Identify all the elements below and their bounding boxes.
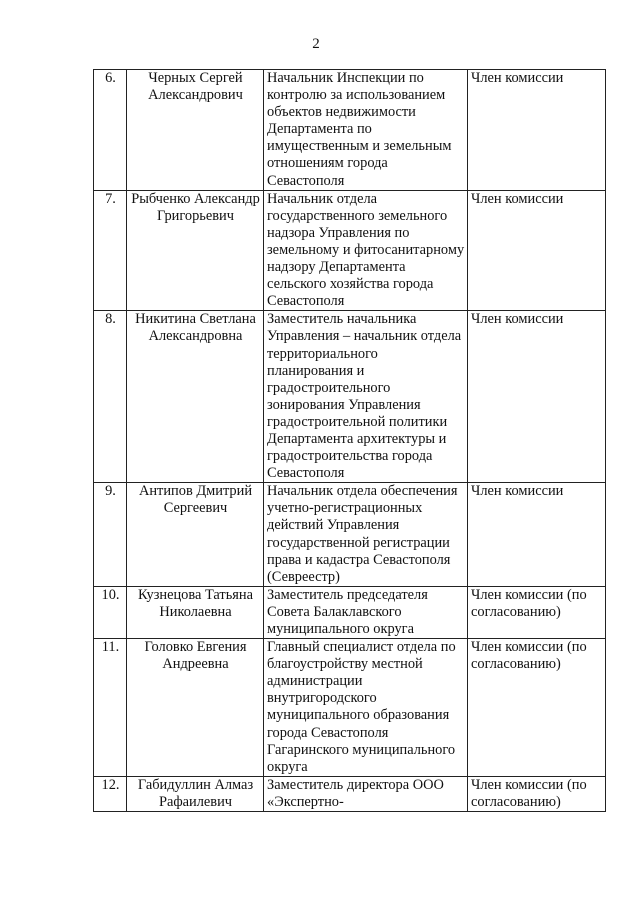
row-number: 11. xyxy=(94,639,127,777)
member-role: Член комиссии xyxy=(468,190,606,311)
commission-members-table xyxy=(93,69,606,812)
member-role: Член комиссии xyxy=(468,311,606,483)
table-row xyxy=(94,586,606,638)
row-number: 7. xyxy=(94,190,127,311)
table-row xyxy=(94,311,606,483)
member-role: Член комиссии (по согласованию) xyxy=(468,776,606,811)
member-name: Габидуллин Алмаз Рафаилевич xyxy=(127,776,264,811)
member-role: Член комиссии xyxy=(468,70,606,191)
member-position: Заместитель начальника Управления – начальник отдела территориального планирования и градостроительного зонирования Управления градостроительной политики Департамента архитектуры и градостроительства города Севастополя xyxy=(264,311,468,483)
member-position: Заместитель директора ООО «Экспертно- xyxy=(264,776,468,811)
member-name: Никитина Светлана Александровна xyxy=(127,311,264,483)
member-name: Рыбченко Александр Григорьевич xyxy=(127,190,264,311)
table-row xyxy=(94,776,606,811)
row-number: 10. xyxy=(94,586,127,638)
table-row xyxy=(94,483,606,587)
member-role: Член комиссии (по согласованию) xyxy=(468,639,606,777)
member-role: Член комиссии xyxy=(468,483,606,587)
member-role: Член комиссии (по согласованию) xyxy=(468,586,606,638)
page-number: 2 xyxy=(312,36,320,52)
member-position: Начальник отдела государственного земельного надзора Управления по земельному и фитосанитарному надзору Департамента сельского хозяйства города Севастополя xyxy=(264,190,468,311)
member-name: Антипов Дмитрий Сергеевич xyxy=(127,483,264,587)
row-number: 8. xyxy=(94,311,127,483)
member-position: Начальник отдела обеспечения учетно-регистрационных действий Управления государственной регистрации права и кадастра Севастополя (Севреестр) xyxy=(264,483,468,587)
table-row xyxy=(94,190,606,311)
member-position: Заместитель председателя Совета Балаклавского муниципального округа xyxy=(264,586,468,638)
member-name: Головко Евгения Андреевна xyxy=(127,639,264,777)
member-name: Черных Сергей Александрович xyxy=(127,70,264,191)
member-position: Начальник Инспекции по контролю за использованием объектов недвижимости Департамента по имущественным и земельным отношениям города Севастополя xyxy=(264,70,468,191)
row-number: 6. xyxy=(94,70,127,191)
table-row xyxy=(94,639,606,777)
member-name: Кузнецова Татьяна Николаевна xyxy=(127,586,264,638)
row-number: 12. xyxy=(94,776,127,811)
row-number: 9. xyxy=(94,483,127,587)
member-position: Главный специалист отдела по благоустройству местной администрации внутригородского муниципального образования города Севастополя Гагаринского муниципального округа xyxy=(264,639,468,777)
table-row xyxy=(94,70,606,191)
